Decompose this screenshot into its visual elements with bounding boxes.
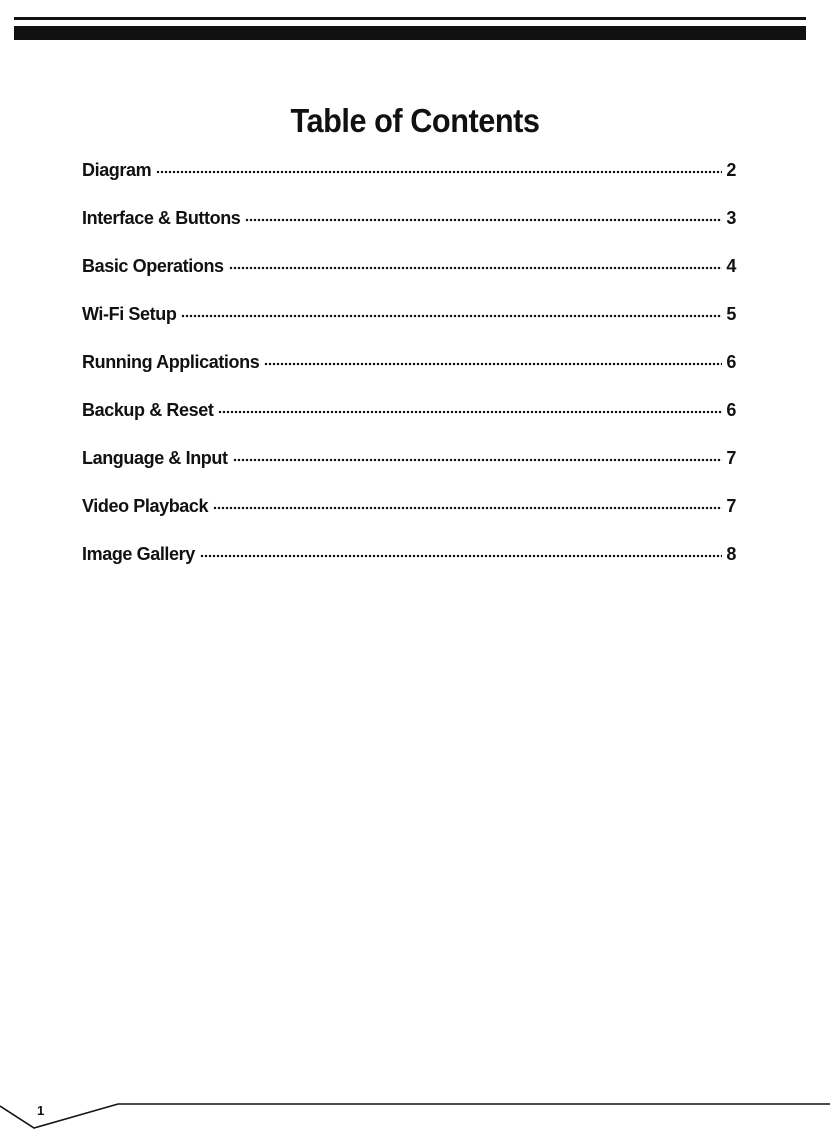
header-thick-bar [14,26,806,40]
toc-dot-leader [245,206,722,224]
toc-entry-page: 2 [726,160,736,180]
toc-dot-leader [181,302,722,320]
toc-entry-label: Running Applications [82,352,260,372]
toc-entry-page: 4 [726,256,736,276]
header-thin-rule [14,17,806,20]
toc-entry-page: 8 [726,544,736,564]
toc-dot-leader [218,398,722,416]
toc-entry-label: Backup & Reset [82,400,214,420]
toc-entry-interface-buttons[interactable] [82,206,736,254]
page-number: 1 [37,1103,45,1118]
toc-list [82,158,736,590]
toc-entry-page: 6 [726,352,736,372]
toc-entry-language-input[interactable] [82,446,736,494]
toc-entry-wifi-setup[interactable] [82,302,736,350]
toc-dot-leader [213,494,722,512]
header-rule [14,17,806,41]
toc-entry-backup-reset[interactable] [82,398,736,446]
toc-dot-leader [233,446,723,464]
toc-entry-label: Wi-Fi Setup [82,304,177,324]
toc-entry-page: 7 [726,448,736,468]
toc-entry-page: 3 [726,208,736,228]
page-title: Table of Contents [290,102,540,140]
toc-entry-label: Basic Operations [82,256,224,276]
toc-entry-image-gallery[interactable] [82,542,736,590]
toc-entry-page: 7 [726,496,736,516]
toc-entry-video-playback[interactable] [82,494,736,542]
toc-entry-label: Diagram [82,160,152,180]
toc-dot-leader [200,542,723,560]
toc-entry-label: Video Playback [82,496,209,516]
footer-rule-line [0,1104,830,1128]
toc-entry-basic-operations[interactable] [82,254,736,302]
toc-entry-page: 5 [726,304,736,324]
toc-entry-page: 6 [726,400,736,420]
toc-entry-label: Language & Input [82,448,228,468]
footer-rule [0,1096,830,1136]
toc-dot-leader [264,350,722,368]
toc-entry-label: Interface & Buttons [82,208,241,228]
toc-entry-running-applications[interactable] [82,350,736,398]
toc-entry-diagram[interactable] [82,158,736,206]
toc-dot-leader [229,254,723,272]
toc-dot-leader [156,158,722,176]
toc-entry-label: Image Gallery [82,544,195,564]
